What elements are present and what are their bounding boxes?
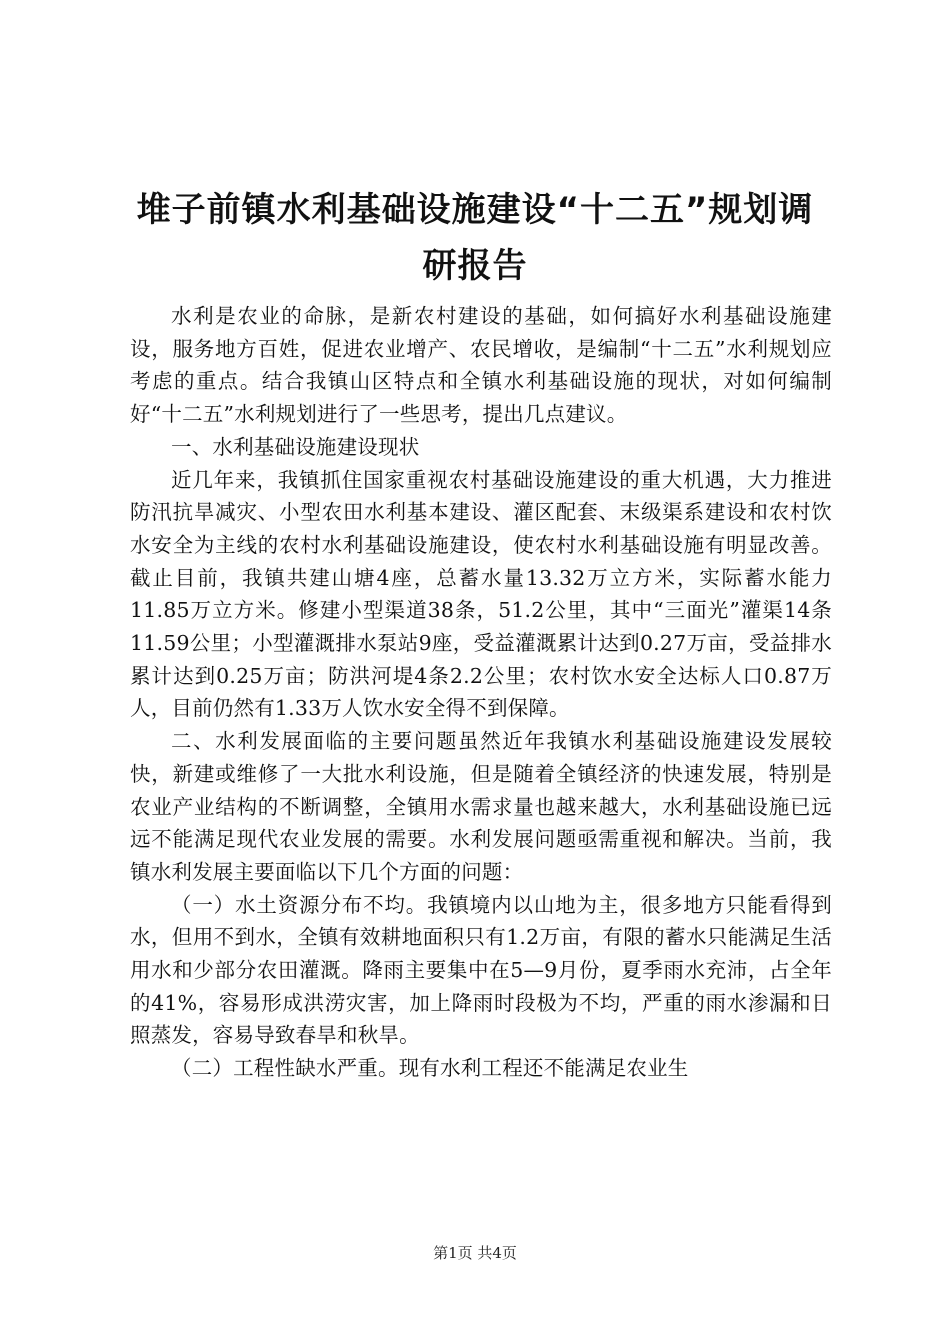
document-title-line-2: 研报告	[422, 246, 528, 286]
paragraph-intro: 水利是农业的命脉，是新农村建设的基础，如何搞好水利基础设施建设，服务地方百姓，促进农业增产、农民增收，是编制“十二五”水利规划应考虑的重点。结合我镇山区特点和全镇水利基础设施的现状，对如何编制好“十二五”水利规划进行了一些思考，提出几点建议。	[130, 304, 832, 427]
paragraph-problem-1: （一）水土资源分布不均。我镇境内以山地为主，很多地方只能看得到水，但用不到水，全镇有效耕地面积只有1.2万亩，有限的蓄水只能满足生活用水和少部分农田灌溉。降雨主要集中在5—9月份，夏季雨水充沛，占全年的41%，容易形成洪涝灾害，加上降雨时段极为不均，严重的雨水渗漏和日照蒸发，容易导致春旱和秋旱。	[130, 892, 832, 1048]
paragraph-problem-2: （二）工程性缺水严重。现有水利工程还不能满足农业生	[171, 1056, 689, 1081]
document-title-line-1: 堆子前镇水利基础设施建设“十二五”规划调	[136, 190, 814, 230]
paragraph-status: 近几年来，我镇抓住国家重视农村基础设施建设的重大机遇，大力推进防汛抗旱减灾、小型农田水利基本建设、灌区配套、末级渠系建设和农村饮水安全为主线的农村水利基础设施建设，使农村水利基础设施有明显改善。截止目前，我镇共建山塘4座，总蓄水量13.32万立方米，实际蓄水能力11.85万立方米。修建小型渠道38条，51.2公里，其中“三面光”灌渠14条11.59公里；小型灌溉排水泵站9座，受益灌溉累计达到0.27万亩，受益排水累计达到0.25万亩；防洪河堤4条2.2公里；农村饮水安全达标人口0.87万人，目前仍然有1.33万人饮水安全得不到保障。	[130, 467, 832, 721]
section-heading-1: 一、水利基础设施建设现状	[171, 434, 420, 459]
page-footer: 第1页 共4页	[433, 1244, 517, 1262]
paragraph-problems: 二、水利发展面临的主要问题虽然近年我镇水利基础设施建设发展较快，新建或维修了一大批水利设施，但是随着全镇经济的快速发展，特别是农业产业结构的不断调整，全镇用水需求量也越来越大，水利基础设施已远远不能满足现代农业发展的需要。水利发展问题亟需重视和解决。当前，我镇水利发展主要面临以下几个方面的问题：	[130, 729, 832, 884]
document-body	[130, 300, 832, 1085]
